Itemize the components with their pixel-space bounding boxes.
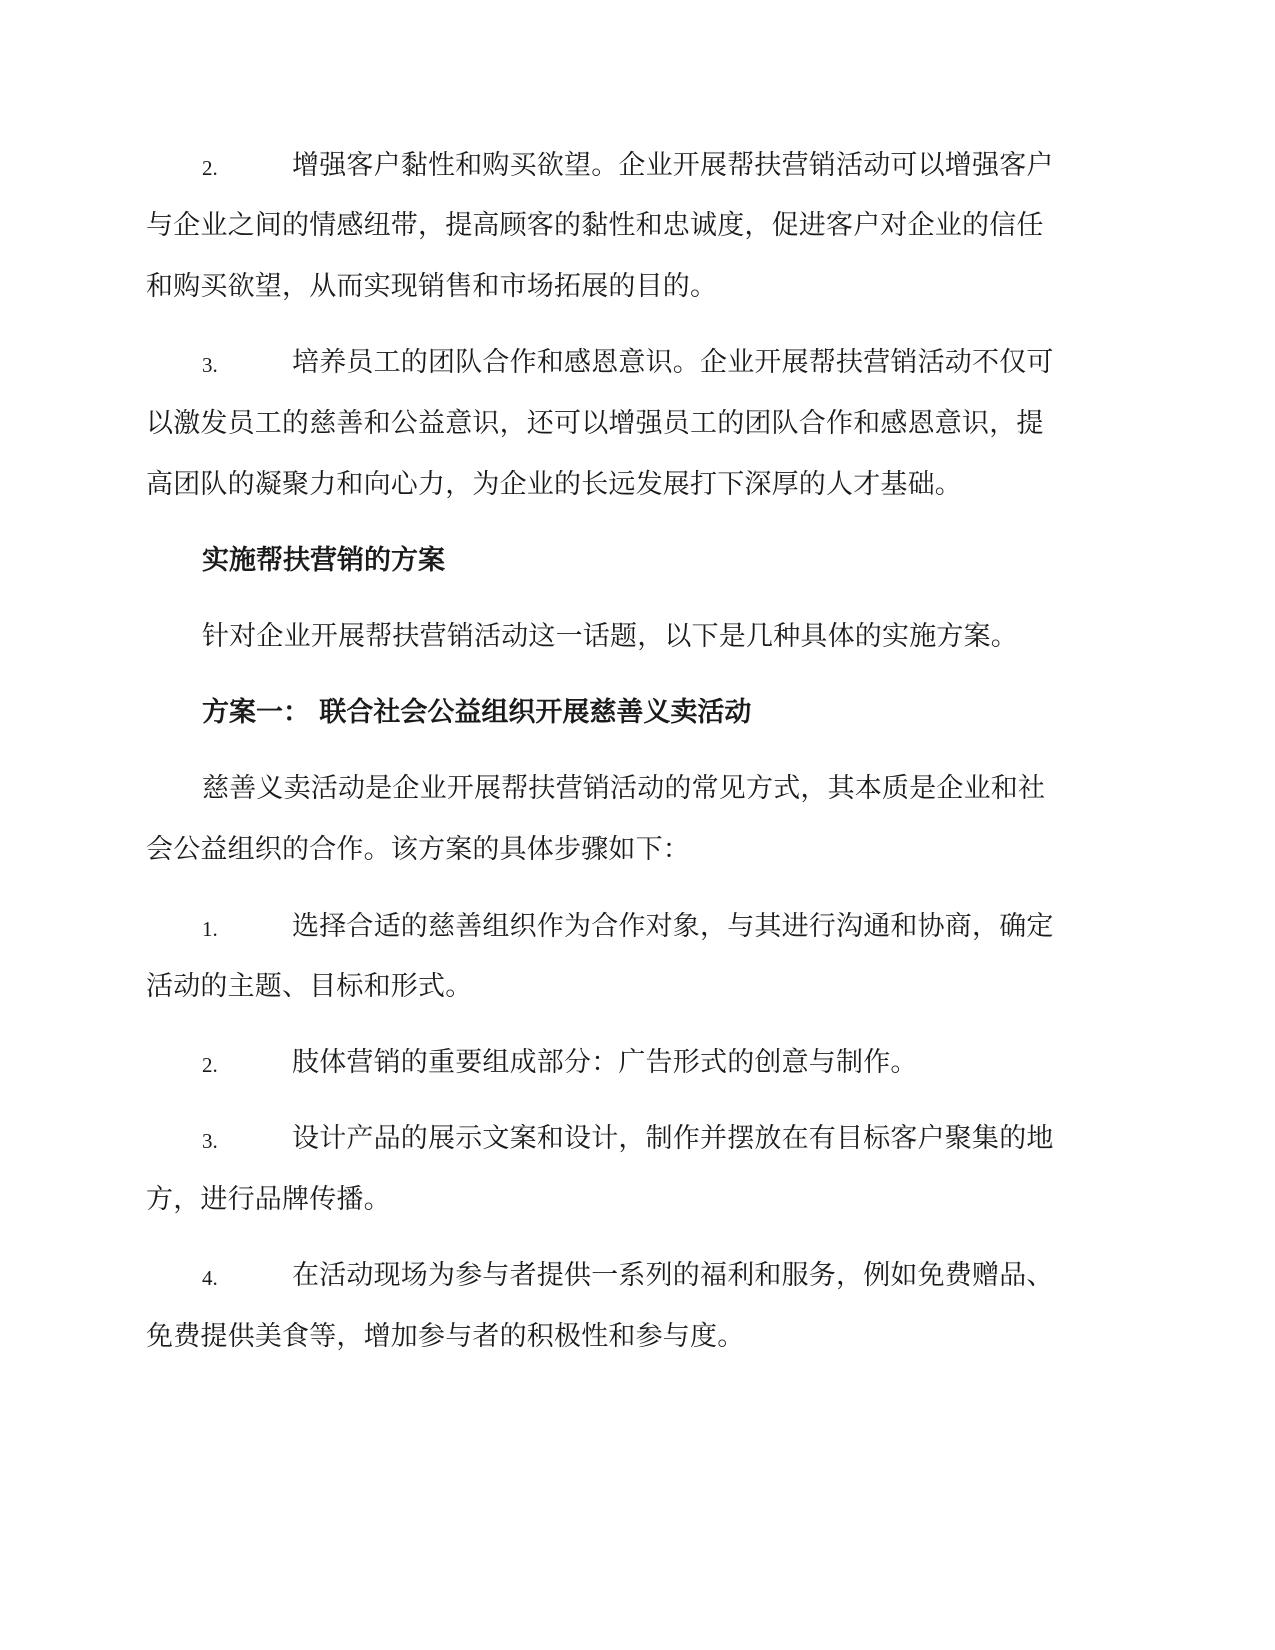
paragraph-line: 和购买欲望，从而实现销售和市场拓展的目的。 bbox=[146, 271, 718, 302]
list-number: 3. bbox=[202, 1129, 218, 1153]
list-number: 2. bbox=[202, 1053, 218, 1077]
paragraph-line: 设计产品的展示文案和设计，制作并摆放在有目标客户聚集的地 bbox=[292, 1123, 1054, 1154]
paragraph-line: 肢体营销的重要组成部分：广告形式的创意与制作。 bbox=[292, 1047, 918, 1078]
paragraph-line: 活动的主题、目标和形式。 bbox=[146, 971, 473, 1002]
list-number: 2. bbox=[202, 156, 218, 180]
paragraph-line: 免费提供美食等，增加参与者的积极性和参与度。 bbox=[146, 1321, 745, 1352]
paragraph-line: 在活动现场为参与者提供一系列的福利和服务，例如免费赠品、 bbox=[292, 1260, 1054, 1291]
paragraph-line: 培养员工的团队合作和感恩意识。企业开展帮扶营销活动不仅可 bbox=[292, 347, 1054, 378]
paragraph-line: 增强客户黏性和购买欲望。企业开展帮扶营销活动可以增强客户 bbox=[292, 150, 1054, 181]
paragraph-line: 与企业之间的情感纽带，提高顾客的黏性和忠诚度，促进客户对企业的信任 bbox=[146, 210, 1044, 241]
paragraph-line: 会公益组织的合作。该方案的具体步骤如下： bbox=[146, 834, 690, 865]
list-number: 4. bbox=[202, 1266, 218, 1290]
intro-paragraph: 针对企业开展帮扶营销活动这一话题，以下是几种具体的实施方案。 bbox=[202, 621, 1018, 652]
paragraph-line: 高团队的凝聚力和向心力，为企业的长远发展打下深厚的人才基础。 bbox=[146, 469, 962, 500]
paragraph-line: 选择合适的慈善组织作为合作对象，与其进行沟通和协商，确定 bbox=[292, 911, 1054, 942]
section-heading: 实施帮扶营销的方案 bbox=[202, 545, 445, 576]
list-number: 1. bbox=[202, 917, 218, 941]
paragraph-line: 方，进行品牌传播。 bbox=[146, 1184, 391, 1215]
list-number: 3. bbox=[202, 353, 218, 377]
paragraph-line: 以激发员工的慈善和公益意识，还可以增强员工的团队合作和感恩意识，提 bbox=[146, 408, 1044, 439]
paragraph-line: 慈善义卖活动是企业开展帮扶营销活动的常见方式，其本质是企业和社 bbox=[202, 773, 1046, 804]
plan-heading: 方案一： 联合社会公益组织开展慈善义卖活动 bbox=[202, 697, 752, 728]
